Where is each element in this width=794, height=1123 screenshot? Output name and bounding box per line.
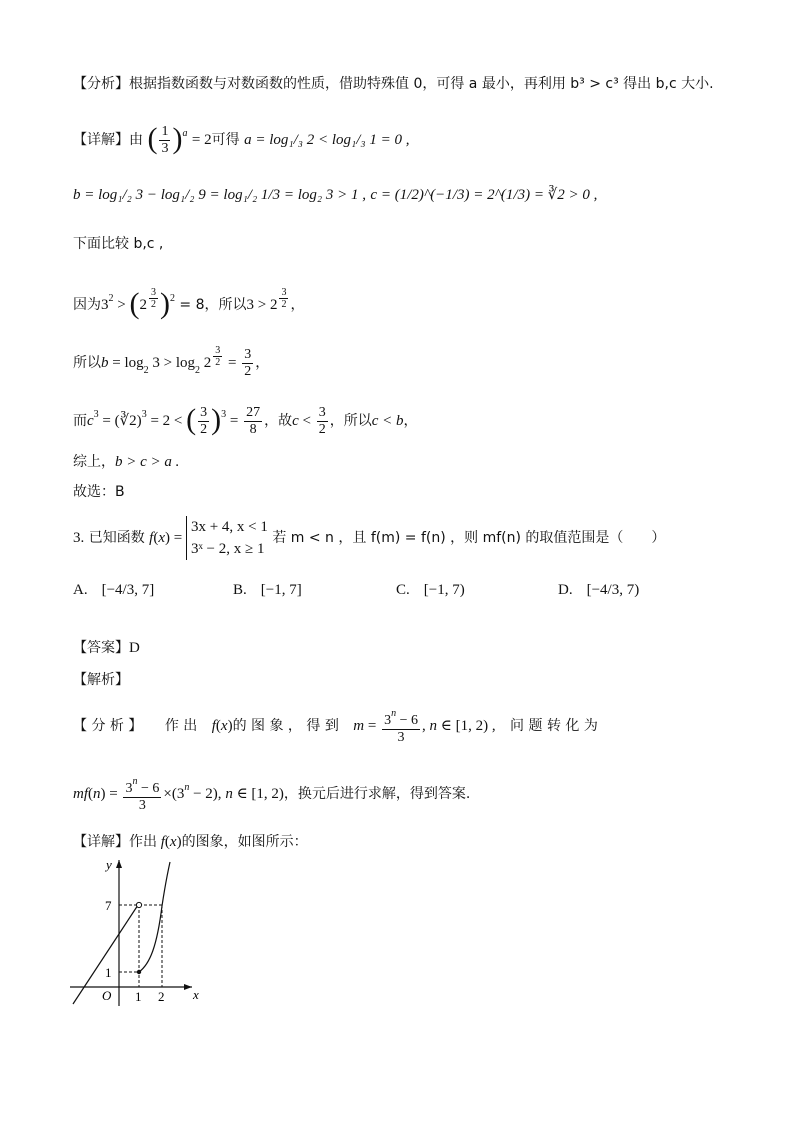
piecewise-case-2: 3ˣ − 2, x ≥ 1 [190, 541, 265, 557]
detail-line-1: 【详解】由 ( $\frac{1}{3}$ )$^a$ = 2可得 a = log₁/₃ 2 < log₁/₃ 1 = 0 , [73, 122, 410, 156]
detail-tag: 【详解】 [73, 132, 129, 148]
answer-value: D [129, 640, 140, 656]
detail-mid: 可得 [211, 132, 240, 148]
explain-line [73, 670, 129, 690]
option-d-value: [−4/3, 7) [586, 582, 640, 598]
option-c[interactable] [396, 582, 465, 599]
detail-2-text2: 的图象，如图所示： [181, 834, 308, 850]
and-c-lead: 而 [73, 413, 87, 429]
detail-2-text1: 作出 [129, 834, 157, 850]
analysis-2-tag: 【 分 析 】 [73, 718, 143, 734]
b-c-line [73, 178, 597, 212]
because-line: 因为$3^2 > (2$ $^{\frac{3}{2}}$ )$^2$ = 8，所以3 > 2 $^{\frac{3}{2}}$ ， [73, 287, 305, 320]
piecewise-brace [186, 516, 268, 560]
option-b[interactable] [233, 582, 302, 599]
closed-point [137, 970, 141, 974]
c-expression: c = (1/2)^(−1/3) = 2^(1/3) = ∛2 > 0 , [370, 187, 598, 203]
question-stem: 若 m < n ，且 f(m) = f(n) ，则 mf(n) 的取值范围是（ ） [272, 530, 666, 546]
and-c-line: 而$c^3$ = (∛2)$^3$ = 2 < ( $\frac{3}{2}$ )$^3$ = $\frac{27}{8}$ ，故c < $\frac{3}{2}$ ，所以c < b， [73, 403, 418, 437]
because-mid: = 8，所以 [179, 297, 247, 313]
analysis-text: 根据指数函数与对数函数的性质，借助特殊值 0，可得 a 最小，再利用 b³ > c³ 得出 b,c 大小. [129, 76, 714, 92]
question-3: 3. 已知函数 f(x) = 3x + 4, x < 1 3ˣ − 2, x ≥ 1 若 m < n ，且 f(m) = f(n) ，则 mf(n) 的取值范围是（ ） [73, 516, 665, 560]
analysis-2-part1: 作 出 [164, 718, 198, 734]
so-b-tail: ， [255, 355, 270, 371]
choice-text: 故选：B [73, 484, 125, 500]
and-c-mid1: ，故 [264, 413, 293, 429]
and-c-tail: ， [403, 413, 418, 429]
because-lead: 因为 [73, 297, 101, 313]
analysis-2-line-2: mf(n) = $\frac{3^n - 6}{3}$ $\times(3^n - 2)$, n ∈ [1, 2)，换元后进行求解，得到答案. [73, 776, 471, 813]
option-b-label: B. [233, 582, 247, 598]
b-expression: b = log₁/₂ 3 − log₁/₂ 9 = log₁/₂ 1/3 = log₂ 3 > 1 , [73, 187, 366, 203]
choice-line [73, 482, 125, 502]
summary-lead: 综上， [73, 454, 115, 470]
analysis-2-tail: ，换元后进行求解，得到答案. [283, 786, 471, 802]
x-axis-label: x [193, 987, 199, 1002]
fraction-one-third: $\frac{1}{3}$ [161, 123, 169, 156]
option-a[interactable] [73, 582, 154, 599]
detail-2-tag: 【详解】 [73, 834, 129, 850]
piecewise-case-1: 3x + 4, x < 1 [190, 519, 268, 535]
a-expression: a = log₁/₃ 2 < log₁/₃ 1 = 0 , [244, 132, 410, 148]
explain-tag: 【解析】 [73, 672, 129, 688]
compare-text: 下面比较 b,c , [73, 236, 164, 252]
origin-label: O [102, 988, 112, 1003]
answer-line [73, 638, 140, 658]
exponential-branch [139, 862, 170, 972]
y-tick-1: 1 [105, 965, 112, 980]
y-axis-label: y [106, 857, 112, 872]
option-a-value: [−4/3, 7] [101, 582, 155, 598]
y-tick-7: 7 [105, 898, 112, 913]
x-axis-arrow-icon [184, 984, 192, 990]
because-tail: ， [290, 297, 305, 313]
detail-lead: 由 [129, 132, 143, 148]
analysis-tag: 【分析】 [73, 76, 129, 92]
so-b-line: 所以$b = \log_2 3 > \log_2 2$ $^{\frac{3}{2}}$ = $\frac{3}{2}$ ， [73, 345, 270, 379]
x-tick-1: 1 [135, 989, 142, 1004]
option-d[interactable] [558, 582, 639, 599]
analysis-paragraph [73, 74, 714, 94]
question-number: 3. [73, 530, 85, 546]
function-graph [62, 856, 222, 1016]
detail-2-line: 【详解】作出 f(x)的图象，如图所示： [73, 834, 308, 850]
option-c-label: C. [396, 582, 410, 598]
y-axis-arrow-icon [116, 860, 122, 868]
option-d-label: D. [558, 582, 573, 598]
option-a-label: A. [73, 582, 88, 598]
analysis-2-line-1: 【 分 析 】 作 出 f(x)的 图 象 ， 得 到 m = $\frac{3^n - 6}{3}$ , n ∈ [1, 2) , 问 题 转 化 为 [73, 708, 598, 745]
so-b-lead: 所以 [73, 355, 101, 371]
answer-tag: 【答案】 [73, 640, 129, 656]
open-point [136, 902, 141, 907]
compare-line [73, 234, 163, 254]
summary-line [73, 452, 179, 472]
option-c-value: [−1, 7) [423, 582, 465, 598]
question-lead: 已知函数 [88, 530, 145, 546]
analysis-2-part2: 的 图 象 ， 得 到 [232, 718, 339, 734]
and-c-mid2: ，所以 [329, 413, 372, 429]
x-tick-2: 2 [158, 989, 165, 1004]
option-b-value: [−1, 7] [260, 582, 302, 598]
summary-expr: b > c > a . [115, 454, 180, 470]
analysis-2-part3: 问 题 转 化 为 [510, 718, 598, 734]
